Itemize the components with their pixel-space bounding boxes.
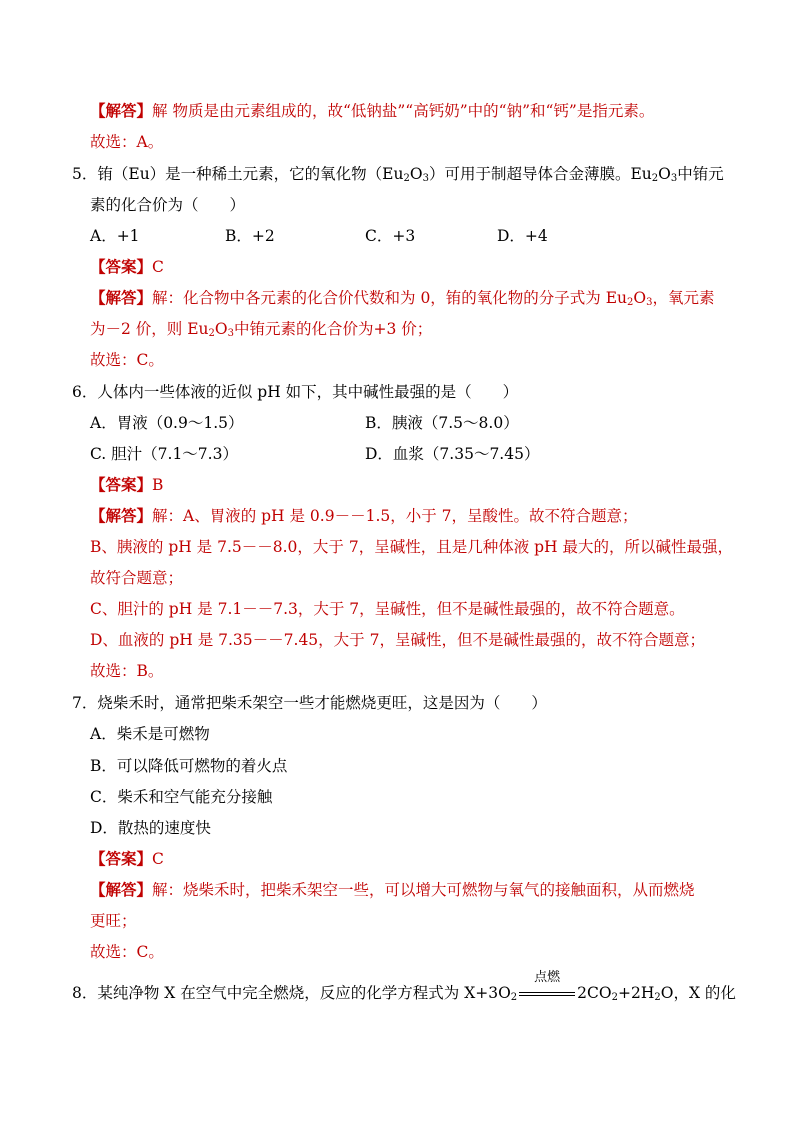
equals-bar (519, 992, 575, 993)
q7-stem (72, 693, 547, 713)
solution-tag: 【解答】 (90, 506, 153, 525)
q5-answer (90, 257, 164, 277)
subscript: 2 (651, 173, 659, 184)
q5-solution-text: O (214, 320, 228, 338)
q7-option-c: C．柴禾和空气能充分接触 (90, 788, 273, 806)
q5-choice: 故选：C。 (90, 351, 164, 369)
q8-text: 某纯净物 X 在空气中完全燃烧，反应的化学方程式为 X+3O (97, 984, 511, 1002)
q5-solution-line1 (90, 288, 715, 308)
q8-text: +2H (617, 984, 655, 1002)
answer-tag: 【答案】 (90, 475, 153, 494)
q6-option-b: B．胰液（7.5～8.0） (365, 414, 519, 432)
answer-tag: 【答案】 (90, 257, 153, 276)
q6-option-d: D．血浆（7.35～7.45） (365, 445, 540, 463)
q4-choice: 故选：A。 (90, 133, 164, 151)
subscript: 3 (670, 173, 678, 184)
q4-solution-text: 解 物质是由元素组成的，故“低钠盐”“高钙奶”中的“钠”和“钙”是指元素。 (152, 102, 655, 120)
q7-number: 7． (72, 694, 98, 712)
q5-text: ）可用于制超导体合金薄膜。Eu (428, 165, 652, 183)
q8-number: 8． (72, 984, 98, 1002)
q5-option-a: A．+1 (90, 227, 140, 245)
q7-choice: 故选：C。 (90, 943, 164, 961)
q7-solution-line2: 更旺； (90, 912, 137, 930)
q6-answer (90, 475, 163, 495)
q7-solution-line1 (90, 880, 695, 900)
q5-solution-line2 (90, 319, 432, 339)
q7-text: 烧柴禾时，通常把柴禾架空一些才能燃烧更旺，这是因为（ ） (97, 694, 547, 712)
q7-option-b: B．可以降低可燃物的着火点 (90, 757, 288, 775)
reaction-condition-sign (519, 970, 575, 1003)
q5-text: 铕（Eu）是一种稀土元素，它的氧化物（Eu (97, 165, 404, 183)
q8-text: 2CO (577, 984, 612, 1002)
q6-number: 6． (72, 383, 98, 401)
q6-choice: 故选：B。 (90, 662, 164, 680)
q6-solution-a (90, 506, 638, 526)
q7-answer (90, 849, 164, 869)
q5-option-b: B．+2 (225, 227, 275, 245)
equals-bar (519, 995, 575, 996)
q8-stem (72, 970, 736, 1003)
q6-answer-value: B (152, 476, 164, 494)
q5-stem-line2: 素的化合价为（ ） (90, 196, 246, 214)
q7-solution-text: 解：烧柴禾时，把柴禾架空一些，可以增大可燃物与氧气的接触面积，从而燃烧 (152, 881, 695, 899)
subscript: 3 (422, 173, 429, 184)
q6-stem (72, 382, 518, 402)
q6-option-a: A．胃液（0.9～1.5） (90, 414, 244, 432)
subscript: 2 (403, 173, 410, 184)
subscript: 2 (208, 328, 215, 339)
q6-solution-b2: 故符合题意； (90, 569, 184, 587)
q5-solution-text: 中铕元素的化合价为+3 价； (233, 320, 433, 338)
q5-solution-text: 解：化合物中各元素的化合价代数和为 0，铕的氧化物的分子式为 Eu (152, 289, 628, 307)
q5-option-d: D．+4 (497, 227, 548, 245)
subscript: 2 (627, 297, 634, 308)
q5-option-c: C．+3 (365, 227, 416, 245)
q7-option-a: A．柴禾是可燃物 (90, 725, 210, 743)
subscript: 2 (510, 992, 518, 1003)
q5-text: 中铕元 (677, 165, 724, 183)
solution-tag: 【解答】 (90, 880, 153, 899)
q5-text: O (409, 165, 423, 183)
solution-tag: 【解答】 (90, 288, 153, 307)
q5-solution-text: 为－2 价，则 Eu (90, 320, 209, 338)
q5-solution-text: ，氧元素 (652, 289, 715, 307)
solution-tag: 【解答】 (90, 101, 153, 120)
q7-answer-value: C (152, 850, 164, 868)
answer-tag: 【答案】 (90, 849, 153, 868)
q6-solution-text: 解：A、胃液的 pH 是 0.9－－1.5，小于 7，呈酸性。故不符合题意； (152, 507, 638, 525)
q6-solution-c: C、胆汁的 pH 是 7.1－－7.3，大于 7，呈碱性，但不是碱性最强的，故不符合题意。 (90, 600, 685, 618)
reaction-condition: 点燃 (534, 970, 561, 985)
q6-solution-d: D、血液的 pH 是 7.35－－7.45，大于 7，呈碱性，但不是碱性最强的，故不符合题意； (90, 631, 705, 649)
q6-option-c: C. 胆汁（7.1～7.3） (90, 445, 238, 463)
subscript: 2 (611, 992, 618, 1003)
q6-solution-b1: B、胰液的 pH 是 7.5－－8.0，大于 7，呈碱性，且是几种体液 pH 最大的，所以碱性最强， (90, 538, 733, 556)
q5-stem-line1 (72, 164, 724, 184)
q5-number: 5． (72, 165, 98, 183)
q5-answer-value: C (152, 258, 164, 276)
q4-solution-line (90, 101, 654, 121)
q5-solution-text: O (633, 289, 647, 307)
q5-text: O (658, 165, 671, 183)
q8-text: O，X 的化 (660, 984, 736, 1002)
subscript: 2 (654, 992, 661, 1003)
q7-option-d: D．散热的速度快 (90, 819, 211, 837)
q6-text: 人体内一些体液的近似 pH 如下，其中碱性最强的是（ ） (97, 383, 519, 401)
subscript: 3 (227, 328, 234, 339)
subscript: 3 (646, 297, 653, 308)
